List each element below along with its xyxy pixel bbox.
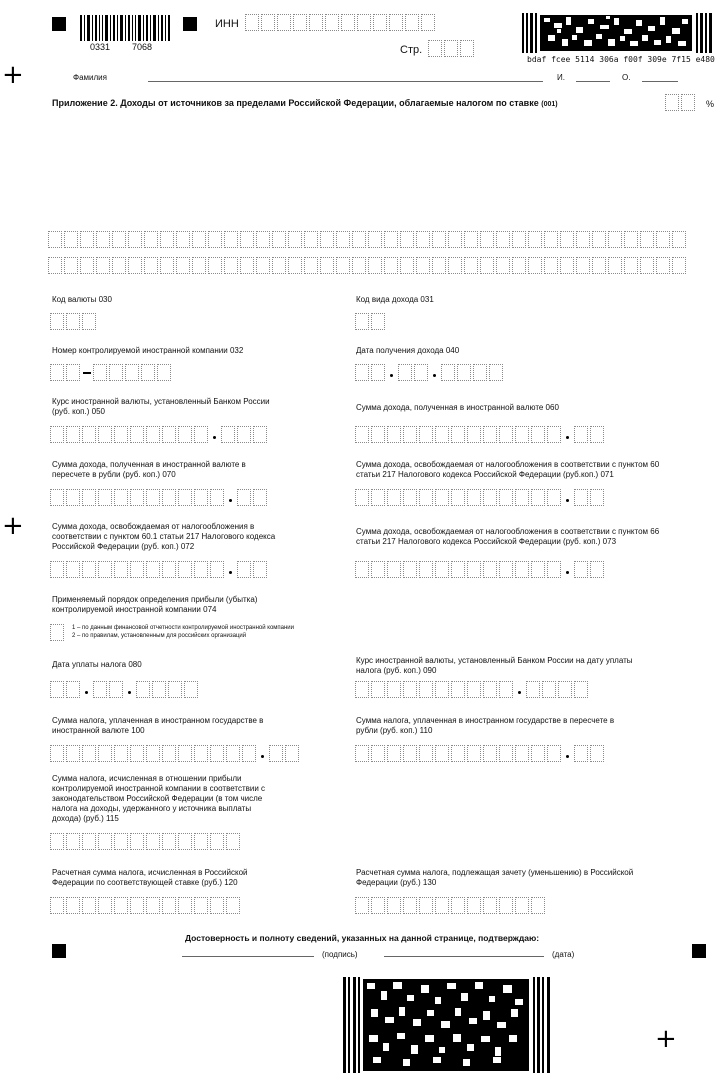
page-number-field[interactable] xyxy=(428,40,476,57)
label-072-line2: соответствии с пунктом 60.1 статьи 217 Налогового кодекса xyxy=(52,532,276,541)
label-030: Код валюты 030 xyxy=(52,295,112,304)
label-090-line1: Курс иностранной валюты, установленный Банком России на дату уплаты xyxy=(356,656,633,665)
label-080: Дата уплаты налога 080 xyxy=(52,660,142,669)
field-110[interactable] xyxy=(355,745,606,762)
registration-square xyxy=(52,944,66,958)
field-031[interactable] xyxy=(355,313,387,330)
label-071-line1: Сумма дохода, освобождаемая от налогообложения в соответствии с пунктом 60 xyxy=(356,460,660,469)
label-110-line1: Сумма налога, уплаченная в иностранном государстве в пересчете в xyxy=(356,716,615,725)
label-074-line2: контролируемой иностранной компании 074 xyxy=(52,605,217,614)
label-040: Дата получения дохода 040 xyxy=(356,346,460,355)
inn-field[interactable] xyxy=(245,14,437,31)
label-070-line2: пересчете в рубли (руб. коп.) 070 xyxy=(52,470,176,479)
signature-field[interactable] xyxy=(182,956,314,957)
title-text: Приложение 2. Доходы от источников за пределами Российской Федерации, облагаемые налогом по ставке xyxy=(52,98,539,108)
label-110-line2: рубли (руб. коп.) 110 xyxy=(356,726,433,735)
label-073-line1: Сумма дохода, освобождаемая от налогообложения в соответствии с пунктом 66 xyxy=(356,527,660,536)
label-050-line2: (руб. коп.) 050 xyxy=(52,407,105,416)
date-field[interactable] xyxy=(384,956,544,957)
field-071[interactable] xyxy=(355,489,606,506)
inn-label: ИНН xyxy=(215,18,239,30)
label-072-line3: Российской Федерации (руб. коп.) 072 xyxy=(52,542,195,551)
field-030[interactable] xyxy=(50,313,98,330)
signature-label: (подпись) xyxy=(322,950,358,959)
label-115-line2: контролируемой иностранной компании в соответствии с xyxy=(52,784,266,793)
crosshair-mark: + xyxy=(655,1024,677,1054)
field-115[interactable] xyxy=(50,833,242,850)
barcode-number-left: 0331 xyxy=(90,42,111,52)
field-050[interactable] xyxy=(50,426,269,443)
label-115-line4: налога на доходы, удержанного у источника выплаты xyxy=(52,804,252,813)
field-080[interactable] xyxy=(50,681,200,698)
label-130-line2: Федерации (руб.) 130 xyxy=(356,878,437,887)
page-2d-barcode xyxy=(522,13,712,53)
income-description-row-1[interactable] xyxy=(48,231,688,248)
field-100[interactable] xyxy=(50,745,301,762)
surname-label: Фамилия xyxy=(73,73,107,82)
registration-square xyxy=(52,17,66,31)
page-title xyxy=(52,98,558,108)
option-074-1: 1 – по данным финансовой отчетности контролируемой иностранной компании xyxy=(72,625,295,631)
label-072-line1: Сумма дохода, освобождаемая от налогообложения в xyxy=(52,522,255,531)
field-070[interactable] xyxy=(50,489,269,506)
label-100-line2: иностранной валюте 100 xyxy=(52,726,145,735)
page-number-label: Стр. xyxy=(400,44,423,56)
crosshair-mark: + xyxy=(2,60,24,90)
label-031: Код вида дохода 031 xyxy=(356,295,434,304)
initial-o-field[interactable] xyxy=(642,81,678,82)
field-040[interactable] xyxy=(355,364,505,381)
registration-square xyxy=(692,944,706,958)
label-130-line1: Расчетная сумма налога, подлежащая зачету (уменьшению) в Российской xyxy=(356,868,634,877)
confirmation-text: Достоверность и полноту сведений, указанных на данной странице, подтверждаю: xyxy=(185,933,540,943)
label-050-line1: Курс иностранной валюты, установленный Банком России xyxy=(52,397,270,406)
field-120[interactable] xyxy=(50,897,242,914)
label-115-line1: Сумма налога, исчисленная в отношении прибыли xyxy=(52,774,242,783)
field-073[interactable] xyxy=(355,561,606,578)
field-090[interactable] xyxy=(355,681,590,698)
field-060[interactable] xyxy=(355,426,606,443)
field-072[interactable] xyxy=(50,561,269,578)
label-100-line1: Сумма налога, уплаченная в иностранном государстве в xyxy=(52,716,264,725)
barcode-number-right: 7068 xyxy=(132,42,153,52)
initial-i-field[interactable] xyxy=(576,81,610,82)
surname-field[interactable] xyxy=(148,81,543,82)
date-label: (дата) xyxy=(552,950,575,959)
label-074-line1: Применяемый порядок определения прибыли (убытка) xyxy=(52,595,258,604)
field-032[interactable] xyxy=(50,364,173,381)
label-120-line2: Федерации по соответствующей ставке (руб.) 120 xyxy=(52,878,238,887)
bottom-2d-barcode xyxy=(343,977,551,1073)
field-074[interactable] xyxy=(50,624,66,641)
initial-o-label: О. xyxy=(622,73,631,82)
field-130[interactable] xyxy=(355,897,547,914)
barcode-hash-text: bdaf fcee 5114 306a f00f 309e 7f15 e480 xyxy=(527,55,715,64)
option-074-2: 2 – по правилам, установленным для российских организаций xyxy=(72,633,247,639)
label-070-line1: Сумма дохода, полученная в иностранной валюте в xyxy=(52,460,246,469)
title-code: (001) xyxy=(541,101,558,108)
label-115-line5: дохода) (руб.) 115 xyxy=(52,814,119,823)
label-032: Номер контролируемой иностранной компании 032 xyxy=(52,346,244,355)
label-073-line2: статьи 217 Налогового кодекса Российской Федерации (руб. коп.) 073 xyxy=(356,537,617,546)
label-071-line2: статьи 217 Налогового кодекса Российской Федерации (руб.коп.) 071 xyxy=(356,470,614,479)
income-description-row-2[interactable] xyxy=(48,257,688,274)
crosshair-mark: + xyxy=(2,511,24,541)
registration-square xyxy=(183,17,197,31)
tax-rate-field[interactable] xyxy=(665,94,697,111)
label-060: Сумма дохода, полученная в иностранной валюте 060 xyxy=(356,403,559,412)
percent-sign: % xyxy=(706,99,715,109)
initial-i-label: И. xyxy=(557,73,565,82)
label-090-line2: налога (руб. коп.) 090 xyxy=(356,666,437,675)
page-barcode xyxy=(80,15,170,53)
label-115-line3: законодательством Российской Федерации (в том числе xyxy=(52,794,263,803)
label-120-line1: Расчетная сумма налога, исчисленная в Российской xyxy=(52,868,248,877)
